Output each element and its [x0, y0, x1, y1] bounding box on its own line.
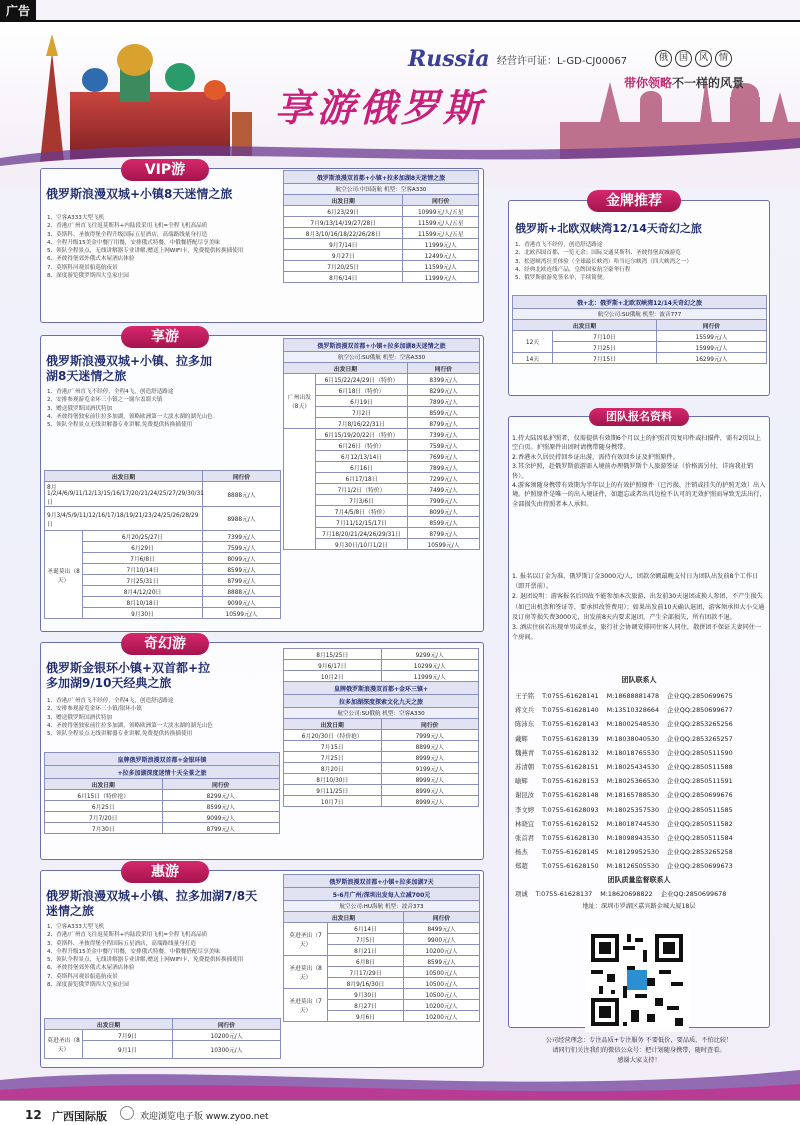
bullet: 1、香港/广州直飞不经停，全程4飞，创造舒适路途 [47, 389, 174, 395]
table-row: 8月10/18日 9099元/人 [45, 597, 281, 608]
table-row: 8月4/12/20日 8888元/人 [45, 586, 281, 597]
table-row: 9月30日 10599元/人 [45, 608, 281, 619]
contact-row: 苏清朝 T:0755-61628151 M:18025434530 企业QQ:2850511588 [515, 763, 733, 772]
bullet: 5、俄罗斯旅游免签名单，手续简便。 [515, 275, 609, 282]
bullet: 2、香港/广州直飞往返莫斯科+内陆段采用飞机=全程飞机高品质 [47, 932, 208, 939]
col-header: 同行价 [403, 195, 479, 206]
table-row: 6月18日（特价） 8299元/人 [284, 385, 480, 396]
bullet: 3、松恩峡湾壮美体验（全球最长峡湾）哈当厄尔峡湾（四大峡湾之一） [515, 258, 692, 265]
table-row: 7月15日 8899元/人 [284, 741, 479, 752]
table-row: 7月6/8日 8099元/人 [45, 553, 281, 564]
license-text: 经营许可证：L-GD-CJ00067 [497, 56, 628, 67]
philosophy: 公司经营理念：专注品质+专注服务 不要低价，要品质，不怕比较！ [545, 1037, 733, 1044]
qr-icon [587, 930, 687, 1030]
team-notes [512, 572, 766, 643]
badge: 情 [715, 50, 732, 67]
bullet: 1、香港直飞不经停，创造舒适路途 [515, 242, 603, 248]
contact-row: 蒋文兵 T:0755-61628140 M:13510328664 企业QQ:2850699677 [515, 706, 733, 715]
table-row: 6月26日（特价） 7599元/人 [284, 440, 480, 451]
page-number: 12 [25, 1108, 42, 1122]
table-row: 莫进圣出（8天） 7月9日 10200元/人 [45, 1030, 281, 1041]
table-row: 10月7日 8999元/人 [284, 796, 479, 807]
contact-row: 李文婷 T:0755-61628093 M:18025357530 企业QQ:2850511585 [515, 805, 733, 814]
table-row: 莫进圣出（7天） 6月14日 8499元/人 [284, 923, 480, 934]
table-row: 9月1日 10300元/人 [45, 1041, 281, 1059]
header-russia: Russia [408, 46, 490, 72]
bullet: 6、圣彼得堡郊外俄式木屋酒店体验 [47, 256, 135, 263]
table-row: 10月2日 11999元/人 [284, 671, 479, 682]
hui-right-table: 俄罗斯浪漫双首都+小镇+拉多加湖7天 5-6月广州/深圳出发每人立减700元 航空公司:HU海航 机型：波音373 出发日期 同行价 莫进圣出（7天） 6月14日 8499元/人 7月5日 9900元/人 8月21日 10200元/人 圣进莫出（8天） 6月8日 8599元/人 7月17/29日 10500元/人 8月9/16/30日 10500元/人 圣进莫出（7天） 9月30日 10500元/人 8月27日 10200元/人 9月6日 10200元/人 [283, 874, 480, 1022]
bullet: 2、北欧四国首都，一览无余；国际交通莫斯科、圣彼得堡双城游览 [515, 250, 681, 257]
table-row: 8月27日 10200元/人 [284, 1000, 480, 1011]
contact-row: 杨杰 T:0755-61628145 M:18129952530 企业QQ:2853265258 [515, 848, 733, 857]
table-row: 9月11/25日 8999元/人 [284, 785, 479, 796]
bullet: 5、领队全程景点无线讲解器专业讲解,免费提供转换插使用 [47, 422, 193, 429]
contacts-title: 团队联系人 [621, 676, 657, 684]
bullet: 6、圣彼得堡郊外俄式木屋酒店体验 [47, 965, 135, 972]
table-row: 9月3/4/5/9/11/12/16/17/18/19/21/23/24/25/26/28/29日 8988元/人 [45, 507, 281, 531]
table-row: 7月25/31日 8799元/人 [45, 575, 281, 586]
qihuan-bullets [47, 697, 283, 738]
table-row: 6月20/30日（特价抢） 7999元/人 [284, 730, 479, 741]
website-link[interactable]: 欢迎浏览电子版 www.zyoo.net [140, 1112, 269, 1122]
table-row: 9月30日/10月1/2日 10599元/人 [284, 539, 480, 550]
bullet: 1、空客A333大型飞机 [47, 924, 105, 930]
col-header: 出发日期 [284, 195, 403, 206]
bottom-wave [0, 1060, 800, 1100]
header-title: 享游俄罗斯 [275, 85, 486, 130]
table-row: 9月6日 10200元/人 [284, 1011, 480, 1022]
team-note: 2. 退团说明：游客报名后因故不能参加本次旅游，出发前30天退团或换人参团，不产生损失（如已出机票和签证等，要承担改签费用）；如果出发前10天确认退团，游客须承担大小交通及订房等损失费3000元，出发前8天内要求退团，产生全部损失，所有团款不退。 [512, 593, 765, 621]
table-row: 7月1/2日（特价） 7499元/人 [284, 484, 480, 495]
hui-pill: 惠游 [121, 861, 209, 883]
table-row: 6月23/29日 10999元/人/五星 [284, 206, 479, 217]
table-row: 8月1/2/4/6/9/11/12/13/15/16/17/20/21/24/25/27/29/30/31日 8888元/人 [45, 482, 281, 507]
hui-left-table: 出发日期 同行价 莫进圣出（8天） 7月9日 10200元/人 9月1日 10300元/人 [44, 1018, 281, 1059]
bullet: 2、安排参观游览金环三小镇/银环小镇 [47, 706, 142, 713]
bullet: 3、莫斯科、圣彼得堡全程国际五星酒店，高端路线量身打造 [47, 940, 196, 947]
contact-row: 谢昆汝 T:0755-61628148 M:18165788530 企业QQ:2850699676 [515, 791, 733, 800]
gold-bullets [515, 241, 765, 282]
team-paragraph: 3.其余护照，赴俄罗斯旅游需入境前办理俄罗斯个人旅游签证（价格需另付，详询我社销售）。 [512, 463, 754, 480]
table-row: 7月5日 9900元/人 [284, 934, 480, 945]
gold-title: 俄罗斯+北欧双峡湾12/14天奇幻之旅 [515, 222, 702, 235]
bullet: 4、圣彼得堡独家前往拉多加湖，领略欧洲第一大淡水湖的湖光山色 [47, 413, 213, 420]
bullet: 7、莫斯科河观景船巡航夜景 [47, 264, 118, 271]
top-bar [0, 0, 800, 22]
qihuan-pill: 奇幻游 [121, 633, 209, 655]
team-paragraph: 4.游客须随身携带有效期为半年以上的有效护照原件（已污损、注销或挂失的护照无效）出入境。护照原件是唯一的出入境证件，如遗忘或者出具边检不认可的无效护照而导致无法出行，全部损失由持照者本人承担。 [512, 482, 766, 508]
badge: 风 [695, 50, 712, 67]
bullet: 2、安排参观游览金环三小镇之一谢尔盖耶夫镇 [47, 397, 163, 404]
bullet: 5、领队全程景点，无线讲解器专业讲解,赠送上网WIFI卡，免费提供转换插使用 [47, 248, 244, 255]
gold-table: 俄+北：俄罗斯+北欧双峡湾12/14天奇幻之旅 航空公司:SU俄航 机型：波音777 出发日期 同行价 12天 7月10日 15599元/人 7月25日 15999元/人 14天 7月15日 16299元/人 [512, 295, 767, 364]
table-row: 8月3/10/16/18/22/26/28日 11599元/人/五星 [284, 228, 479, 239]
bullet: 4、圣彼得堡独家前往拉多加湖，领略欧洲第一大淡水湖的湖光山色 [47, 722, 213, 729]
table-row: 6月29日 7599元/人 [45, 542, 281, 553]
bullet: 4、经典北欧连线产品，皇牌国家航空豪华行程 [515, 266, 631, 273]
table-row: 12天 7月10日 15599元/人 [513, 331, 767, 342]
contact-row: 郑超 T:0755-61628150 M:18126505530 企业QQ:2850699673 [515, 862, 733, 871]
contact-row: 项诚 T:0755-61628137 M:18620698822 企业QQ:2850699678 [515, 890, 727, 898]
table-title: 俄罗斯浪漫双首都+小镇+拉多加湖8天迷情之旅 [284, 171, 479, 184]
team-paragraph: 2.香港永久居民持回乡证出游，需持有效回乡证及护照原件。 [512, 453, 679, 461]
table-row: 圣进莫出（7天） 9月30日 10500元/人 [284, 989, 480, 1000]
contact-row: 林晓宜 T:0755-61628152 M:18018744530 企业QQ:2850511582 [515, 819, 733, 828]
contacts-table [510, 688, 738, 875]
table-row: 7月20/25日 11599元/人 [284, 261, 479, 272]
header-badges [655, 50, 732, 67]
follow-text: 请同行们关注我们的微信公众号：把计划随身携带，随时查看。 [552, 1047, 726, 1054]
team-note: 3. 酒店住宿若出现单男或单女，旅行社会协调安排同住客人同住，散拼团不保证夫妻同住一个房间。 [512, 624, 762, 642]
bullet: 7、莫斯科河观景船巡航夜景 [47, 973, 118, 980]
address: 地址：深圳市罗湖区嘉宾路金城大厦18层 [582, 903, 696, 910]
vip-title: 俄罗斯浪漫双城+小镇8天迷情之旅 [46, 187, 233, 201]
bullet: 3、莫斯科、圣彼得堡全程升级国际五星酒店，高端路线量身打造 [47, 231, 208, 238]
logo-icon [120, 1106, 134, 1120]
badge: 俄 [655, 50, 672, 67]
qihuan-title: 俄罗斯金银环小镇+双首都+拉多加湖9/10天经典之旅 [46, 661, 211, 690]
bullet: 4、全程升级15美金中餐厅用餐，安排俄式特餐，中俄餐搭配尽享美味 [47, 239, 220, 246]
table-row: 6月12/13/14日 7699元/人 [284, 451, 480, 462]
table-row: 7月30日 8799元/人 [45, 823, 280, 834]
table-row: 8月9/16/30日 10500元/人 [284, 978, 480, 989]
table-row: 9月6/17日 10299元/人 [284, 660, 479, 671]
table-row: 8月15/25日 9299元/人 [284, 649, 479, 660]
team-paragraphs [512, 434, 766, 509]
vip-table [283, 170, 479, 283]
table-row: 6月19日 7899元/人 [284, 396, 480, 407]
table-row: 6月16日 7899元/人 [284, 462, 480, 473]
header-slogan: 带你领略不一样的风景 [624, 76, 745, 90]
table-row: 14天 7月15日 16299元/人 [513, 353, 767, 364]
table-row: 7月17/29日 10500元/人 [284, 967, 480, 978]
table-row: 8月20日 9199元/人 [284, 763, 479, 774]
qihuan-right-table: 8月15/25日 9299元/人 9月6/17日 10299元/人 10月2日 11999元/人 皇牌俄罗斯浪漫双首都+金环三镇+ 拉多加湖深度探索文化九天之旅 航空公司:SU俄航 机型：空客A330 出发日期 同行价 6月20/30日（特价抢） 7999元/人 7月15日 8899元/人 7月25日 8999元/人 8月20日 9199元/人 8月10/30日 8999元/人 9月11/25日 8999元/人 10月7日 8999元/人 [283, 648, 479, 807]
contact-row: 喻辉 T:0755-61628153 M:18025366530 企业QQ:2850511591 [515, 777, 733, 786]
xiang-right-table: 俄罗斯浪漫双首都+小镇+拉多加湖8天迷情之旅 航空公司:SU俄航 机型：空客A330 出发日期 同行价 广州出发（8天） 6月15/22/24/29日（特价） 8399元/人 6月18日（特价） 8299元/人 6月19日 7899元/人 7月2日 8599元/人 7月8/16/22/31日 8799元/人 6月15/19/20/22日（特价） 7399元/人 6月26日（特价） 7599元/人 6月12/13/14日 7699元/人 6月16日 7899元/人 6月17/18日 7299元/人 7月1/2日（特价） 7499元/人 7月3/6日 7999元/人 7月4/5/8日（特价） 8099元/人 7月11/12/15/17日 8599元/人 7月18/20/21/24/26/29/31日 8799元/人 9月30日/10月1/2日 10599元/人 [283, 338, 480, 550]
table-row: 广州出发（8天） 6月15/22/24/29日（特价） 8399元/人 [284, 374, 480, 385]
bullet: 1、香港/广州直飞不经停，全程4飞，创造舒适路途 [47, 698, 174, 704]
table-row: 7月4/5/8日（特价） 8099元/人 [284, 506, 480, 517]
bullet: 5、领队全程景点，无线讲解器专业讲解,赠送上网WIFI卡，免费提供转换插使用 [47, 957, 244, 964]
hui-title: 俄罗斯浪漫双城+小镇、拉多加湖7/8天迷情之旅 [46, 889, 258, 918]
supervisor-title: 团队质量监督联系人 [607, 876, 671, 884]
bullet: 4、全程升级15美金中餐厅用餐，安排俄式特餐，中俄餐搭配尽享美味 [47, 948, 220, 955]
table-row: 圣进莫出（8天） 6月8日 8599元/人 [284, 956, 480, 967]
qihuan-left-table: 皇牌俄罗斯浪漫双首都+金银环镇 +拉多加湖深度迷情十天全景之旅 出发日期 同行价 6月15日（特价抢） 8299元/人 6月25日 8599元/人 7月7/20日 9099元/人 7月30日 8799元/人 [44, 752, 280, 834]
bullet: 3、赠送俄罗斯国酒伏特加 [47, 405, 113, 412]
xiang-left-table: 出发日期 同行价 8月1/2/4/6/9/11/12/13/15/16/17/20/21/24/25/27/29/30/31日 8888元/人 9月3/4/5/9/11/12/16/17/18/19/21/23/24/25/26/28/29日 8988元/人 圣诞莫出（8天） 6月20/25/27日 7399元/人 6月29日 7599元/人 7月6/8日 8099元/人 7月10/14日 8599元/人 7月25/31日 8799元/人 8月4/12/20日 8888元/人 8月10/18日 9099元/人 9月30日 10599元/人 [44, 470, 281, 619]
table-row: 7月10/14日 8599元/人 [45, 564, 281, 575]
contact-row: 张首君 T:0755-61628130 M:18098943530 企业QQ:2850511584 [515, 834, 733, 843]
thanks-text: 感谢大家支持！ [617, 1057, 661, 1064]
table-row: 圣诞莫出（8天） 6月20/25/27日 7399元/人 [45, 531, 281, 542]
wechat-qr-code[interactable] [585, 928, 689, 1032]
contact-row: 王子铭 T:0755-61628141 M:18688881478 企业QQ:2850699675 [515, 692, 733, 700]
bullet: 3、赠送俄罗斯国酒伏特加 [47, 714, 113, 721]
bullet: 5、领队全程景点无线讲解器专业讲解,免费提供转换插使用 [47, 731, 193, 738]
table-row: 7月9/13/14/19/27/28日 11599元/人/五星 [284, 217, 479, 228]
table-row: 7月18/20/21/24/26/29/31日 8799元/人 [284, 528, 480, 539]
table-row: 7月25日 15999元/人 [513, 342, 767, 353]
table-row: 6月17/18日 7299元/人 [284, 473, 480, 484]
xiang-pill: 享游 [121, 326, 209, 348]
table-row: 7月2日 8599元/人 [284, 407, 480, 418]
contact-row: 陈沛东 T:0755-61628143 M:18002548530 企业QQ:2853265256 [515, 720, 733, 729]
xiang-bullets [47, 388, 283, 429]
gold-pill: 金牌推荐 [587, 190, 681, 212]
vip-pill: VIP游 [121, 159, 209, 181]
table-row: 7月25日 8999元/人 [284, 752, 479, 763]
table-sub: 航空公司:中国南航 机型：空客A330 [284, 184, 479, 195]
table-row: 7月11/12/15/17日 8599元/人 [284, 517, 480, 528]
table-row: 7月8/16/22/31日 8799元/人 [284, 418, 480, 429]
table-row: 9月7/14日 11999元/人 [284, 239, 479, 250]
team-paragraph: 1.持大陆因私护照者，仅需提供有效期6个月以上的护照首页复印件或扫描件，需有2页以上空白页。护照原件出团时请携带随身携带。 [512, 435, 761, 452]
table-row: 8月21日 10200元/人 [284, 945, 480, 956]
footer [0, 1100, 800, 1125]
bullet: 8、深度游览俄罗斯四大皇家庄园 [47, 982, 129, 989]
table-row: 8月10/30日 8999元/人 [284, 774, 479, 785]
supervisor-table [510, 886, 731, 902]
bullet: 1、空客A333大型飞机 [47, 215, 105, 221]
table-row: 6月25日 8599元/人 [45, 801, 280, 812]
table-row: 7月7/20日 9099元/人 [45, 812, 280, 823]
bullet: 8、深度游览俄罗斯四大皇家庄园 [47, 273, 129, 280]
table-row: 8月6/14日 11999元/人 [284, 272, 479, 283]
xiang-title: 俄罗斯浪漫双城+小镇、拉多加湖8天迷情之旅 [46, 354, 213, 383]
contact-row: 魏燕青 T:0755-61628132 M:18018765530 企业QQ:2850511590 [515, 748, 733, 757]
bullet: 2、香港/广州直飞往返莫斯科+内陆段采用飞机=全程飞机高品质 [47, 223, 208, 230]
contact-row: 戴辉 T:0755-61628139 M:18038040530 企业QQ:2853265257 [515, 734, 733, 743]
team-note: 1. 报名以订金为准，俄罗斯订金3000元/人，团款余额最晚支付日为团队出发前8个工作日（即开票前）。 [512, 573, 759, 591]
ad-label: 广告 [0, 0, 36, 21]
team-pill: 团队报名资料 [589, 408, 689, 426]
badge: 国 [675, 50, 692, 67]
table-row: 7月3/6日 7999元/人 [284, 495, 480, 506]
hui-bullets [47, 923, 283, 989]
table-row: 6月15/19/20/22日（特价） 7399元/人 [284, 429, 480, 440]
table-row: 6月15日（特价抢） 8299元/人 [45, 790, 280, 801]
vip-bullets [47, 214, 283, 280]
table-row: 9月27日 12499元/人 [284, 250, 479, 261]
publication-name: 广西国际版 [52, 1110, 107, 1123]
